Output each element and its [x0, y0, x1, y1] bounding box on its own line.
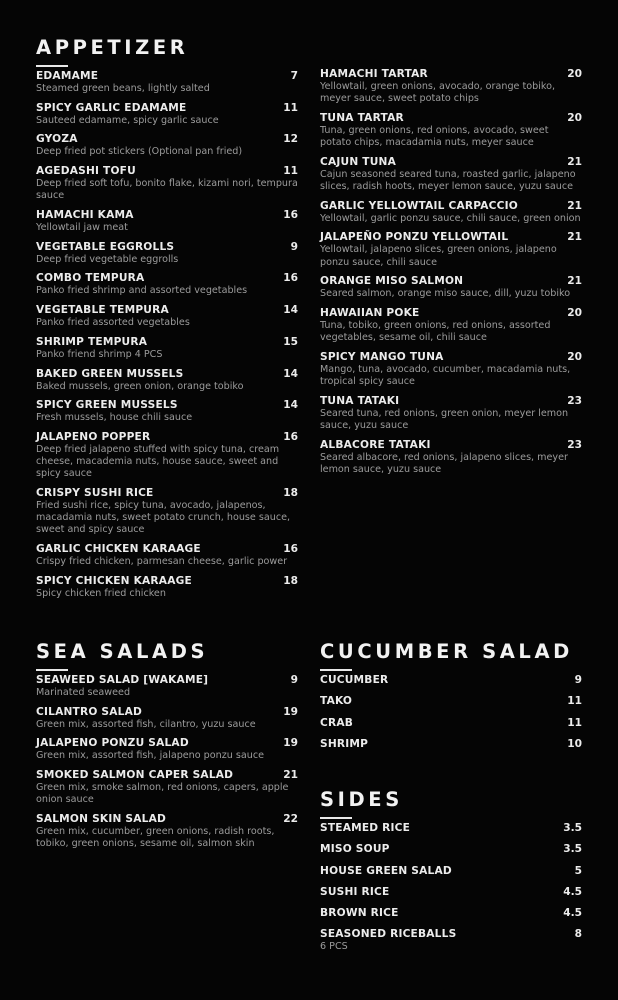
menu-item-name: TAKO	[320, 695, 353, 708]
menu-item	[320, 865, 582, 878]
menu-item-description: Seared albacore, red onions, jalapeno slices, meyer lemon sauce, yuzu sauce	[320, 451, 568, 475]
menu-item-row	[36, 209, 298, 222]
menu-item	[36, 575, 298, 600]
menu-item-description: Baked mussels, green onion, orange tobiko	[36, 380, 244, 392]
menu-item-name: CAJUN TUNA	[320, 155, 396, 168]
menu-item-row	[36, 487, 298, 500]
menu-item-price: 20	[567, 350, 582, 363]
menu-item-price: 11	[283, 165, 298, 178]
menu-item-description: Green mix, assorted fish, jalapeno ponzu sauce	[36, 750, 265, 762]
menu-item-price: 14	[283, 304, 298, 317]
menu-item-price: 11	[567, 716, 582, 729]
menu-item	[36, 769, 298, 806]
menu-item-name: GARLIC YELLOWTAIL CARPACCIO	[320, 199, 518, 212]
menu-item-price: 16	[283, 209, 298, 222]
menu-item	[320, 439, 582, 476]
menu-item	[320, 156, 582, 193]
menu-item-description: Green mix, smoke salmon, red onions, capers, apple onion sauce	[36, 782, 289, 806]
menu-item-row	[320, 112, 582, 125]
menu-item-row	[320, 865, 582, 878]
menu-item-description: Fried sushi rice, spicy tuna, avocado, jalapenos, macadamia nuts, sweet potato crunch, house sauce, sweet and spicy sauce	[36, 500, 291, 536]
sides-list	[320, 822, 582, 954]
menu-item	[320, 200, 582, 225]
menu-item-name: SPICY CHICKEN KARAAGE	[36, 574, 192, 587]
menu-item-name: SEASONED RICEBALLS	[320, 928, 457, 941]
menu-item-description: Tuna, tobiko, green onions, red onions, assorted vegetables, sesame oil, chili sauce	[320, 320, 551, 344]
menu-item-name: EDAMAME	[36, 70, 99, 82]
menu-item-name: CILANTRO SALAD	[36, 705, 142, 718]
menu-item-price: 23	[567, 394, 582, 407]
menu-item-name: HAMACHI TARTAR	[320, 68, 428, 80]
menu-item	[320, 822, 582, 835]
cucumber-salad-title: CUCUMBER SALAD	[320, 640, 573, 663]
menu-item	[36, 813, 298, 850]
menu-item	[320, 68, 582, 105]
menu-item-description: Deep fried vegetable eggrolls	[36, 253, 179, 265]
menu-item-row	[320, 200, 582, 213]
menu-item-price: 5	[574, 864, 582, 877]
sea-salads-list	[36, 674, 298, 850]
menu-item-name: SHRIMP	[320, 737, 369, 750]
menu-item-price: 21	[567, 231, 582, 244]
menu-item-description: Seared tuna, red onions, green onion, meyer lemon sauce, yuzu sauce	[320, 407, 569, 432]
menu-item	[320, 351, 582, 388]
menu-item	[36, 70, 298, 95]
menu-item-name: STEAMED RICE	[320, 822, 411, 834]
menu-item-row	[36, 165, 298, 178]
menu-item-price: 11	[567, 695, 582, 708]
menu-item-description: Yellowtail, jalapeno slices, green onions, jalapeno ponzu sauce, chili sauce	[320, 244, 557, 268]
menu-item-row	[36, 399, 298, 412]
menu-item-row	[320, 695, 582, 708]
menu-item-price: 20	[567, 307, 582, 320]
menu-item-price: 3.5	[563, 843, 582, 856]
menu-item	[36, 209, 298, 234]
menu-item	[320, 907, 582, 920]
menu-item	[320, 307, 582, 344]
menu-item-name: COMBO TEMPURA	[36, 272, 145, 285]
menu-item-row	[36, 706, 298, 719]
appetizer-continued-section	[320, 68, 582, 483]
menu-item-price: 7	[290, 70, 298, 82]
menu-item-price: 21	[567, 275, 582, 288]
menu-item-price: 14	[283, 367, 298, 380]
menu-item-price: 9	[574, 674, 582, 686]
menu-item-name: CUCUMBER	[320, 674, 389, 686]
menu-item-price: 4.5	[563, 907, 582, 920]
menu-item-description: Panko fried assorted vegetables	[36, 317, 190, 329]
menu-item-description: Sauteed edamame, spicy garlic sauce	[36, 114, 219, 126]
menu-item-description: Panko fried shrimp and assorted vegetables	[36, 285, 248, 297]
menu-item-name: VEGETABLE TEMPURA	[36, 304, 169, 317]
menu-item-price: 8	[574, 928, 582, 941]
menu-item-name: SMOKED SALMON CAPER SALAD	[36, 769, 234, 782]
menu-item-row	[36, 575, 298, 588]
menu-item-price: 20	[567, 68, 582, 80]
menu-item-name: JALAPENO PONZU SALAD	[36, 737, 189, 750]
menu-item-price: 16	[283, 430, 298, 443]
sea-salads-title: SEA SALADS	[36, 640, 209, 663]
menu-item-price: 20	[567, 111, 582, 124]
menu-item-description: Mango, tuna, avocado, cucumber, macadamia nuts, tropical spicy sauce	[320, 363, 571, 388]
menu-item-price: 18	[283, 487, 298, 500]
menu-item	[320, 231, 582, 268]
menu-item-row	[36, 70, 298, 83]
menu-item-row	[320, 439, 582, 452]
menu-item-row	[320, 674, 582, 687]
menu-item-description: Deep fried soft tofu, bonito flake, kizami nori, tempura sauce	[36, 178, 298, 202]
menu-item-row	[320, 843, 582, 856]
menu-item-description: Fresh mussels, house chili sauce	[36, 412, 193, 424]
menu-item	[320, 395, 582, 432]
menu-item-name: MISO SOUP	[320, 843, 390, 856]
menu-item-name: VEGETABLE EGGROLLS	[36, 240, 175, 253]
menu-item	[36, 674, 298, 699]
menu-item-name: BROWN RICE	[320, 907, 399, 920]
menu-item-description: Steamed green beans, lightly salted	[36, 83, 210, 94]
menu-item-row	[36, 304, 298, 317]
menu-item-row	[36, 272, 298, 285]
menu-item-name: SPICY GREEN MUSSELS	[36, 399, 178, 412]
menu-item	[36, 165, 298, 202]
menu-item-description: Yellowtail, garlic ponzu sauce, chili sauce, green onion	[320, 212, 581, 224]
menu-item-price: 4.5	[563, 885, 582, 898]
menu-item-description: Yellowtail, green onions, avocado, orange tobiko, meyer sauce, sweet potato chips	[320, 81, 555, 105]
menu-item-row	[36, 769, 298, 782]
menu-item-description: Seared salmon, orange miso sauce, dill, yuzu tobiko	[320, 288, 571, 300]
menu-item-price: 18	[283, 574, 298, 587]
menu-item-row	[320, 907, 582, 920]
menu-item-name: SPICY MANGO TUNA	[320, 350, 444, 363]
appetizer-list	[36, 70, 298, 600]
menu-item-row	[320, 395, 582, 408]
menu-item-price: 16	[283, 272, 298, 285]
menu-item-price: 14	[283, 399, 298, 412]
menu-item	[36, 133, 298, 158]
sides-section	[320, 788, 582, 962]
menu-item-description: Yellowtail jaw meat	[36, 222, 128, 234]
menu-item-row	[320, 68, 582, 81]
menu-item	[320, 275, 582, 300]
menu-item	[36, 304, 298, 329]
menu-item	[320, 112, 582, 149]
menu-item-row	[320, 738, 582, 751]
menu-item	[36, 102, 298, 127]
menu-item	[36, 241, 298, 266]
menu-item	[36, 487, 298, 537]
menu-item-description: Crispy fried chicken, parmesan cheese, garlic power	[36, 556, 288, 568]
sea-salads-title-underline	[36, 669, 68, 671]
cucumber-salad-title-underline	[320, 669, 352, 671]
menu-item-row	[36, 102, 298, 115]
menu-item-row	[36, 336, 298, 349]
menu-item-name: ALBACORE TATAKI	[320, 438, 431, 451]
menu-item-name: HOUSE GREEN SALAD	[320, 864, 452, 877]
menu-item-description: Panko friend shrimp 4 PCS	[36, 348, 163, 360]
menu-item-name: CRAB	[320, 716, 354, 729]
menu-item-price: 3.5	[563, 822, 582, 834]
menu-item-description: Deep fried jalapeno stuffed with spicy tuna, cream cheese, macademia nuts, house sauce, sweet and spicy sauce	[36, 443, 280, 480]
menu-item	[36, 431, 298, 481]
menu-item-name: JALAPENO POPPER	[36, 430, 151, 443]
menu-item-name: HAMACHI KAMA	[36, 209, 134, 222]
menu-item-name: TUNA TARTAR	[320, 111, 404, 124]
menu-item-row	[36, 368, 298, 381]
cucumber-salad-section	[320, 640, 582, 759]
menu-item-name: SALMON SKIN SALAD	[36, 813, 166, 826]
menu-item-price: 21	[283, 769, 298, 782]
menu-item	[36, 336, 298, 361]
menu-item-row	[320, 351, 582, 364]
menu-item	[36, 399, 298, 424]
menu-item	[320, 695, 582, 708]
menu-item-name: GARLIC CHICKEN KARAAGE	[36, 543, 201, 556]
menu-item-name: CRISPY SUSHI RICE	[36, 487, 154, 500]
appetizer-title: APPETIZER	[36, 36, 189, 59]
menu-item	[36, 543, 298, 568]
menu-item	[320, 843, 582, 856]
menu-item-row	[36, 543, 298, 556]
menu-item-row	[36, 813, 298, 826]
menu-item	[36, 706, 298, 731]
menu-item-row	[36, 737, 298, 750]
menu-item-price: 11	[283, 101, 298, 114]
menu-item-description: Green mix, cucumber, green onions, radish roots, tobiko, green onions, sesame oil, salmon skin	[36, 826, 275, 850]
menu-item-price: 16	[283, 543, 298, 556]
menu-item-name: HAWAIIAN POKE	[320, 307, 420, 320]
menu-item-row	[320, 231, 582, 244]
menu-item-description: Tuna, green onions, red onions, avocado, sweet potato chips, macadamia nuts, meyer sauce	[320, 124, 549, 149]
menu-item-row	[36, 241, 298, 254]
menu-item-row	[320, 822, 582, 835]
menu-item-row	[320, 928, 582, 941]
menu-item-description: Green mix, assorted fish, cilantro, yuzu sauce	[36, 718, 256, 730]
menu-item-name: BAKED GREEN MUSSELS	[36, 367, 184, 380]
menu-item-row	[320, 275, 582, 288]
menu-item-row	[36, 431, 298, 444]
menu-item	[320, 886, 582, 899]
appetizer-section	[36, 36, 298, 607]
sea-salads-section	[36, 640, 298, 857]
menu-item-name: SUSHI RICE	[320, 885, 390, 898]
menu-item-price: 19	[283, 705, 298, 718]
menu-item-description: Marinated seaweed	[36, 687, 131, 698]
menu-item-price: 9	[290, 674, 298, 686]
menu-item-row	[320, 717, 582, 730]
menu-item-row	[320, 156, 582, 169]
menu-item-row	[36, 133, 298, 146]
sides-title-underline	[320, 817, 352, 819]
menu-item-name: JALAPEÑO PONZU YELLOWTAIL	[320, 231, 509, 244]
menu-item-name: ORANGE MISO SALMON	[320, 275, 464, 288]
menu-item-name: AGEDASHI TOFU	[36, 165, 136, 178]
menu-item-price: 21	[567, 155, 582, 168]
appetizer-title-underline	[36, 65, 68, 67]
menu-item-description: Cajun seasoned seared tuna, roasted garlic, jalapeno slices, radish hoots, meyer lemon sauce, yuzu sauce	[320, 168, 576, 193]
menu-item	[320, 738, 582, 751]
menu-item	[320, 928, 582, 953]
menu-item-price: 21	[567, 199, 582, 212]
menu-item	[320, 717, 582, 730]
menu-item-price: 9	[290, 240, 298, 253]
menu-item-price: 22	[283, 813, 298, 826]
menu-item	[36, 737, 298, 762]
appetizer-continued-list	[320, 68, 582, 476]
menu-item-name: GYOZA	[36, 133, 78, 146]
menu-item-description: 6 PCS	[320, 941, 348, 953]
menu-item	[320, 674, 582, 687]
menu-item-name: TUNA TATAKI	[320, 394, 400, 407]
menu-item-price: 10	[567, 737, 582, 750]
menu-item-price: 15	[283, 335, 298, 348]
menu-item-price: 12	[283, 133, 298, 146]
menu-item-price: 19	[283, 737, 298, 750]
menu-item-name: SPICY GARLIC EDAMAME	[36, 101, 187, 114]
menu-item-row	[320, 307, 582, 320]
sides-title: SIDES	[320, 788, 403, 811]
menu-item-price: 23	[567, 438, 582, 451]
cucumber-salad-list	[320, 674, 582, 751]
menu-item-description: Deep fried pot stickers (Optional pan fried)	[36, 146, 243, 158]
menu-item-name: SHRIMP TEMPURA	[36, 335, 148, 348]
menu-item-name: SEAWEED SALAD [WAKAME]	[36, 674, 209, 686]
menu-item	[36, 272, 298, 297]
menu-item-row	[36, 674, 298, 687]
menu-item-description: Spicy chicken fried chicken	[36, 587, 166, 599]
menu-item	[36, 368, 298, 393]
menu-item-row	[320, 886, 582, 899]
